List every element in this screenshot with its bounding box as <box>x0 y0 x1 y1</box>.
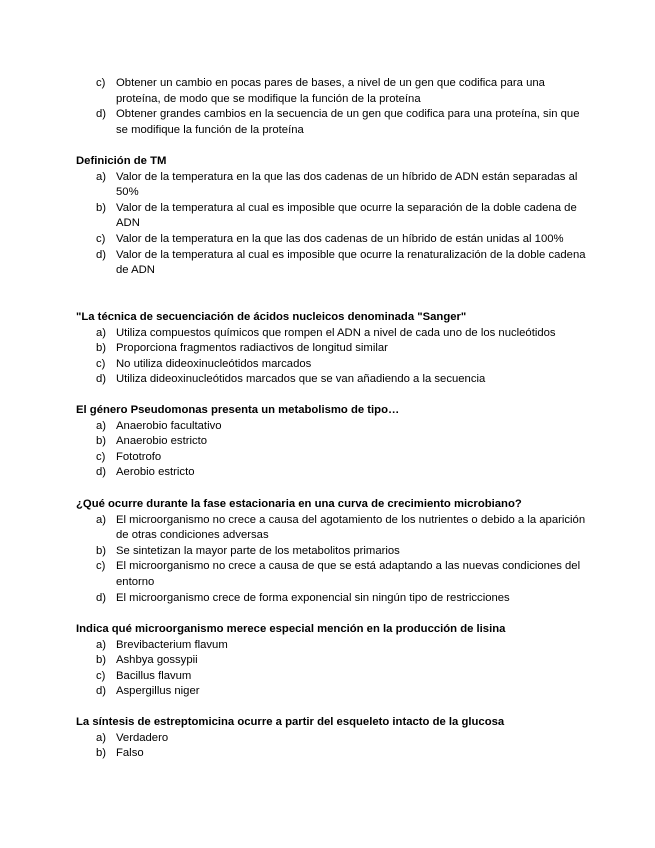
option-text: Brevibacterium flavum <box>116 638 228 651</box>
option-list <box>76 513 586 607</box>
question-heading: La síntesis de estreptomicina ocurre a partir del esqueleto intacto de la glucosa <box>76 716 505 728</box>
option-c <box>76 76 586 107</box>
option-letter: b) <box>96 201 107 214</box>
option-a <box>76 170 586 201</box>
option-c <box>76 559 586 590</box>
option-letter: d) <box>96 108 107 121</box>
question-heading: Indica qué microorganismo merece especial mención en la producción de lisina <box>76 623 506 635</box>
option-d <box>76 465 586 481</box>
option-a <box>76 513 586 544</box>
option-list <box>76 326 586 388</box>
option-b <box>76 341 586 357</box>
question-block-sanger <box>76 310 586 388</box>
option-letter: d) <box>96 685 107 698</box>
option-letter: b) <box>96 435 107 448</box>
option-text: Falso <box>116 747 144 760</box>
option-letter: d) <box>96 466 107 479</box>
question-heading: ¿Qué ocurre durante la fase estacionaria en una curva de crecimiento microbiano? <box>76 498 522 510</box>
option-letter: b) <box>96 747 107 760</box>
option-text: Anaerobio estricto <box>116 435 208 448</box>
option-text: Proporciona fragmentos radiactivos de longitud similar <box>116 342 388 355</box>
option-letter: a) <box>96 326 107 339</box>
option-text: Valor de la temperatura en la que las dos cadenas de un híbrido de están unidas al 100% <box>116 232 564 245</box>
option-text: Obtener grandes cambios en la secuencia de un gen que codifica para una proteína, sin que se modifique la función de la proteína <box>116 108 580 136</box>
option-a <box>76 419 586 435</box>
option-c <box>76 450 586 466</box>
option-text: Bacillus flavum <box>116 669 192 682</box>
option-letter: a) <box>96 638 107 651</box>
option-c <box>76 357 586 373</box>
option-b <box>76 434 586 450</box>
question-heading: Definición de TM <box>76 155 167 167</box>
option-a <box>76 731 586 747</box>
option-text: Se sintetizan la mayor parte de los metabolitos primarios <box>116 544 400 557</box>
question-block-stationary-phase <box>76 497 586 606</box>
option-d <box>76 107 586 138</box>
option-list <box>76 76 586 138</box>
option-text: Aspergillus niger <box>116 685 200 698</box>
option-b <box>76 544 586 560</box>
option-letter: b) <box>96 342 107 355</box>
question-block-tm <box>76 154 586 279</box>
option-letter: d) <box>96 373 107 386</box>
option-text: El microorganismo no crece a causa del agotamiento de los nutrientes o debido a la aparición de otras condiciones adversas <box>116 513 586 542</box>
option-letter: a) <box>96 419 107 432</box>
option-letter: b) <box>96 654 107 667</box>
option-text: Anaerobio facultativo <box>116 419 222 432</box>
option-d <box>76 372 586 388</box>
option-c <box>76 232 586 248</box>
question-block-continuation <box>76 76 586 138</box>
option-text: El microorganismo no crece a causa de que se está adaptando a las nuevas condiciones del entorno <box>116 560 581 588</box>
option-letter: c) <box>96 450 106 463</box>
question-heading: "La técnica de secuenciación de ácidos nucleicos denominada "Sanger" <box>76 311 467 323</box>
question-block-estreptomicina <box>76 715 586 762</box>
option-text: Aerobio estricto <box>116 466 195 479</box>
option-letter: a) <box>96 731 107 744</box>
option-text: Ashbya gossypii <box>116 654 198 667</box>
option-list <box>76 731 586 762</box>
option-letter: b) <box>96 544 107 557</box>
option-text: Obtener un cambio en pocas pares de bases, a nivel de un gen que codifica para una proteína, de modo que se modifique la función de la proteína <box>116 77 545 105</box>
option-letter: c) <box>96 560 106 573</box>
option-letter: d) <box>96 591 107 604</box>
option-a <box>76 638 586 654</box>
option-b <box>76 201 586 232</box>
option-list <box>76 170 586 279</box>
option-text: Utiliza compuestos químicos que rompen el ADN a nivel de cada uno de los nucleótidos <box>116 326 556 339</box>
option-d <box>76 591 586 607</box>
option-b <box>76 653 586 669</box>
option-d <box>76 248 586 279</box>
option-text: Valor de la temperatura al cual es imposible que ocurre la separación de la doble cadena de ADN <box>116 201 577 230</box>
option-letter: c) <box>96 357 106 370</box>
option-text: Fototrofo <box>116 450 162 463</box>
option-letter: a) <box>96 513 107 526</box>
option-text: El microorganismo crece de forma exponencial sin ningún tipo de restricciones <box>116 591 510 604</box>
option-c <box>76 669 586 685</box>
option-text: Valor de la temperatura en la que las dos cadenas de un híbrido de ADN están separadas al 50% <box>116 170 578 199</box>
option-b <box>76 746 586 762</box>
option-letter: d) <box>96 248 107 261</box>
option-letter: c) <box>96 77 106 89</box>
option-list <box>76 638 586 700</box>
option-letter: c) <box>96 232 106 245</box>
option-d <box>76 684 586 700</box>
question-block-pseudomonas <box>76 403 586 481</box>
question-heading: El género Pseudomonas presenta un metabolismo de tipo… <box>76 404 400 416</box>
question-block-lisina <box>76 622 586 700</box>
option-letter: a) <box>96 170 107 183</box>
option-text: Verdadero <box>116 731 169 744</box>
option-list <box>76 419 586 481</box>
option-letter: c) <box>96 669 106 682</box>
option-text: Utiliza dideoxinucleótidos marcados que se van añadiendo a la secuencia <box>116 373 486 386</box>
option-a <box>76 326 586 342</box>
option-text: No utiliza dideoxinucleótidos marcados <box>116 357 312 370</box>
option-text: Valor de la temperatura al cual es imposible que ocurre la renaturalización de la doble cadena de ADN <box>116 248 586 277</box>
